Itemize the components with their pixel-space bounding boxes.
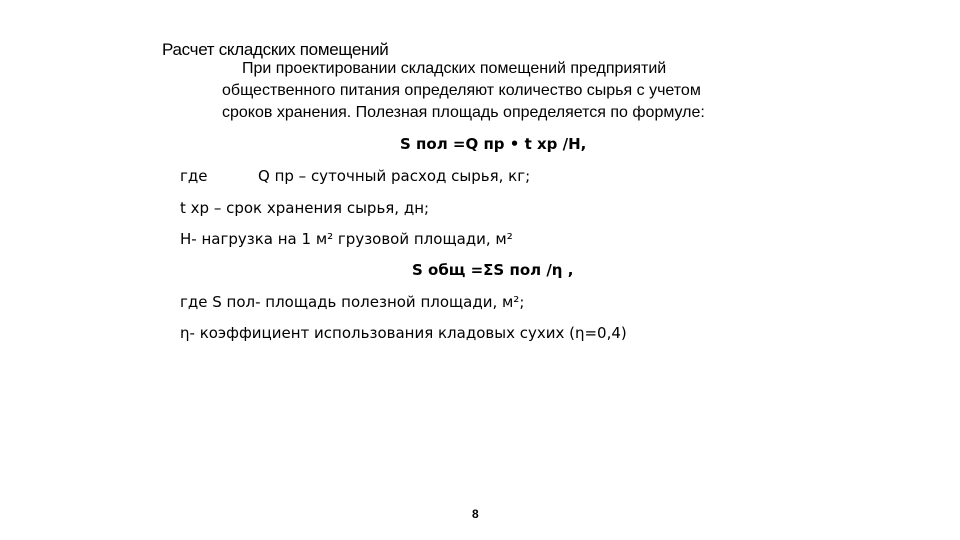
definition-t: t хр – срок хранения сырья, дн; xyxy=(180,199,430,217)
definition-h: Н- нагрузка на 1 м² грузовой площади, м² xyxy=(180,230,513,248)
intro-line: общественного питания определяют количество сырья с учетом xyxy=(222,82,701,99)
intro-line: При проектировании складских помещений предприятий xyxy=(242,60,667,77)
formula-useful-area: S пол =Q пр • t хр /Н, xyxy=(400,135,587,153)
where-label: где xyxy=(180,167,208,185)
slide-title: Расчет складских помещений xyxy=(162,40,389,59)
formula-total-area: S общ =ΣS пол /η , xyxy=(412,261,574,279)
definition-s-useful: где S пол- площадь полезной площади, м²; xyxy=(180,293,525,311)
definition-q: Q пр – суточный расход сырья, кг; xyxy=(258,167,531,185)
page-number: 8 xyxy=(472,507,479,521)
intro-paragraph xyxy=(222,58,782,124)
definition-eta: η- коэффициент использования кладовых сухих (η=0,4) xyxy=(180,324,627,342)
intro-line: сроков хранения. Полезная площадь определяется по формуле: xyxy=(222,104,705,121)
